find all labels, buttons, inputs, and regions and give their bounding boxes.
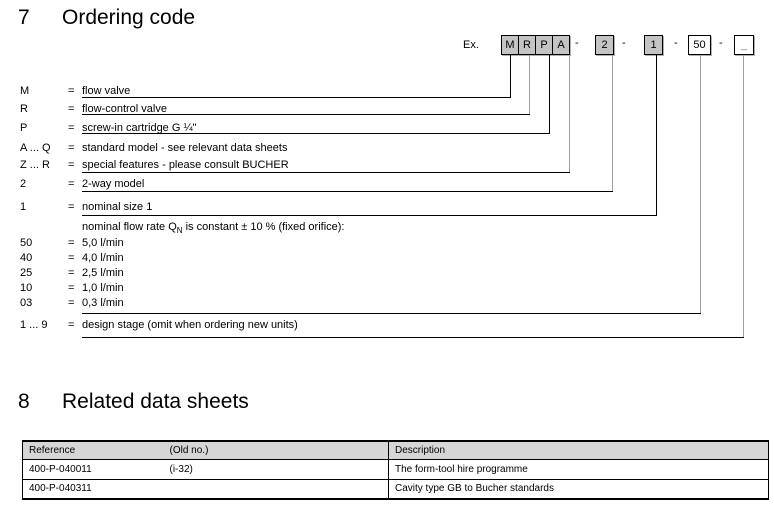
equals-sign: =	[68, 178, 75, 190]
table-row	[23, 479, 769, 499]
row-description: 4,0 l/min	[82, 252, 124, 264]
example-label: Ex.	[463, 39, 479, 51]
header-description: Description	[389, 441, 769, 459]
row-description: 2,5 l/min	[82, 267, 124, 279]
section-8-number: 8	[18, 390, 30, 413]
connector-line-1	[656, 55, 657, 215]
equals-sign: =	[68, 159, 75, 171]
cell-old-no	[164, 479, 389, 499]
note-suffix: is constant ± 10 % (fixed orifice):	[182, 221, 345, 233]
equals-sign: =	[68, 85, 75, 97]
row-line-flow-rates	[82, 313, 701, 314]
row-description: flow valve	[82, 85, 131, 97]
code-box-a: A	[552, 35, 570, 55]
row-description: design stage (omit when ordering new units)	[82, 319, 298, 331]
cell-reference: 400-P-040311	[29, 483, 92, 495]
code-separator: -	[575, 37, 579, 49]
cell-old-no: (i-32)	[164, 459, 389, 479]
row-code: R	[20, 103, 28, 115]
code-box-50: 50	[688, 35, 711, 55]
row-line-special-features	[82, 172, 570, 173]
connector-line-a	[569, 55, 570, 172]
code-box-r: R	[518, 35, 536, 55]
section-7-number: 7	[18, 6, 30, 29]
code-separator: -	[674, 37, 678, 49]
row-code: 50	[20, 237, 33, 249]
row-description: 5,0 l/min	[82, 237, 124, 249]
equals-sign: =	[68, 267, 75, 279]
header-old-no: (Old no.)	[164, 441, 389, 459]
row-description: nominal size 1	[82, 201, 153, 213]
equals-sign: =	[68, 122, 75, 134]
equals-sign: =	[68, 103, 75, 115]
code-box-1: 1	[644, 35, 663, 55]
row-code: Z ... R	[20, 159, 50, 171]
connector-line-r	[529, 55, 530, 114]
row-code: 40	[20, 252, 33, 264]
header-reference: Reference	[23, 441, 164, 459]
row-code: 10	[20, 282, 33, 294]
row-code: 1 ... 9	[20, 319, 48, 331]
code-box-p: P	[535, 35, 553, 55]
table-header-row	[23, 441, 769, 459]
row-description: 2-way model	[82, 178, 145, 190]
subscript-n: N	[176, 226, 183, 236]
connector-line-p	[549, 55, 550, 133]
row-code: 2	[20, 178, 27, 190]
equals-sign: =	[68, 282, 75, 294]
row-description: flow-control valve	[82, 103, 167, 115]
connector-line-design-stage	[743, 55, 744, 337]
row-code: 03	[20, 297, 33, 309]
row-description: screw-in cartridge G ¼"	[82, 122, 197, 134]
row-description: 1,0 l/min	[82, 282, 124, 294]
section-7-title: Ordering code	[62, 6, 196, 29]
row-description	[82, 221, 345, 236]
row-line-design-stage	[82, 337, 744, 338]
connector-line-m	[510, 55, 511, 97]
row-code: 25	[20, 267, 33, 279]
cell-description: Cavity type GB to Bucher standards	[389, 479, 769, 499]
row-code: A ... Q	[20, 142, 51, 154]
cell-reference: 400-P-040011	[23, 459, 164, 479]
row-line-flow-valve	[82, 97, 511, 98]
equals-sign: =	[68, 252, 75, 264]
row-line-2-way	[82, 191, 613, 192]
equals-sign: =	[68, 201, 75, 213]
section-8-title: Related data sheets	[62, 390, 249, 413]
code-box-m: M	[501, 35, 519, 55]
cell-description: The form-tool hire programme	[389, 459, 769, 479]
equals-sign: =	[68, 319, 75, 331]
row-code: P	[20, 122, 28, 134]
equals-sign: =	[68, 142, 75, 154]
code-separator: -	[719, 37, 723, 49]
row-code: M	[20, 85, 30, 97]
row-description: special features - please consult BUCHER	[82, 159, 289, 171]
connector-line-50	[700, 55, 701, 313]
table-row	[23, 459, 769, 479]
row-code: 1	[20, 201, 27, 213]
row-line-nominal-size	[82, 215, 657, 216]
row-description: standard model - see relevant data sheets	[82, 142, 288, 154]
code-box-design-stage: _	[734, 35, 754, 55]
code-separator: -	[622, 37, 626, 49]
related-data-sheets-table	[22, 440, 769, 500]
row-description: 0,3 l/min	[82, 297, 124, 309]
connector-line-2	[612, 55, 613, 191]
note-prefix: nominal flow rate Q	[82, 221, 177, 233]
equals-sign: =	[68, 237, 75, 249]
code-box-2: 2	[595, 35, 614, 55]
equals-sign: =	[68, 297, 75, 309]
